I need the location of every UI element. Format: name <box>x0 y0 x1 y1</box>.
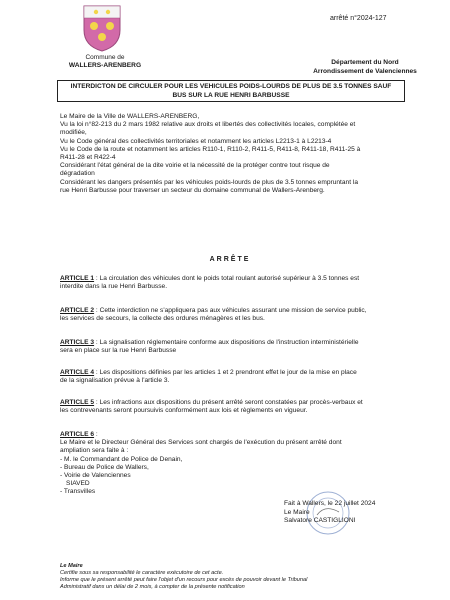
article-text: les contrevenants seront poursuivis conformément aux lois et règlements en vigueur. <box>60 407 308 415</box>
department-block <box>300 58 430 76</box>
article-text: : Les dispositions définies par les articles 1 et 2 prendront effet le jour de la mise en place <box>94 369 357 376</box>
preamble-line: dégradation <box>60 170 95 178</box>
article-3 <box>60 339 400 355</box>
commune-name: WALLERS-ARENBERG <box>68 62 142 69</box>
commune-block <box>60 54 150 70</box>
article-text: : Cette interdiction ne s'appliquera pas aux véhicules assurant une mission de service public, <box>94 307 367 314</box>
article-label: ARTICLE 4 <box>60 369 95 376</box>
article-label: ARTICLE 1 <box>60 275 95 282</box>
recipient-item: - Bureau de Police de Wallers, <box>60 463 149 471</box>
footer-title: Le Maire <box>60 563 83 569</box>
footer-line: Informe que le présent arrêté peut faire l'objet d'un recours pour excès de pouvoir devant le Tribunal <box>60 577 308 583</box>
article-2 <box>60 307 400 323</box>
preamble-line: R411-28 et R422-4 <box>60 154 116 162</box>
signatory-name: Salvatore CASTIGLIONI <box>284 517 356 524</box>
recipient-item: - Voirie de Valenciennes <box>60 472 131 480</box>
title-line-1: INTERDICTON DE CIRCULER POUR LES VEHICULES POIDS-LOURDS DE PLUS DE 3.5 TONNES SAUF <box>70 83 392 90</box>
coat-of-arms-icon <box>82 4 122 52</box>
article-4 <box>60 369 400 385</box>
executory-footer <box>60 563 360 591</box>
article-label: ARTICLE 3 <box>60 339 95 346</box>
place-date: Fait à Wallers, le 22 juillet 2024 <box>284 500 376 507</box>
article-text: : <box>94 431 98 438</box>
recipient-item: - Transvilles <box>60 488 96 496</box>
article-label: ARTICLE 5 <box>60 399 95 406</box>
arrondissement-name: Arrondissement de Valenciennes <box>313 68 417 75</box>
article-text: les services de secours, la collecte des ordures ménagères et les bus. <box>60 315 265 323</box>
article-text: de la signalisation prévue à l'article 3. <box>60 377 170 385</box>
document-title <box>57 80 405 102</box>
title-line-2: BUS SUR LA RUE HENRI BARBUSSE <box>172 92 290 99</box>
article-text: : Les infractions aux dispositions du présent arrêté seront constatées par procès-verbaux et <box>94 399 363 406</box>
preamble-line: rue Henri Barbusse pour traverser un secteur du domaine communal de Wallers-Arenberg. <box>60 186 325 194</box>
preamble-line: Considérant l'état général de la dite voirie et la nécessité de la protéger contre tout risque de <box>60 162 330 170</box>
preamble <box>60 113 400 195</box>
recipient-item: SIAVED <box>66 480 90 488</box>
article-text: ampliation sera faite à : <box>60 447 129 455</box>
arrete-reference: arrêté n°2024-127 <box>330 15 387 22</box>
footer-line: Certifie sous sa responsabilité le caractère exécutoire de cet acte. <box>60 570 224 576</box>
article-5 <box>60 399 400 415</box>
article-text: : La circulation des véhicules dont le poids total roulant autorisé supérieur à 3.5 tonnes est <box>94 275 360 282</box>
preamble-line: Le Maire de la Ville de WALLERS-ARENBERG, <box>60 113 200 120</box>
article-1 <box>60 275 400 291</box>
article-label: ARTICLE 2 <box>60 307 95 314</box>
article-label: ARTICLE 6 <box>60 431 95 438</box>
preamble-line: Vu le Code général des collectivités territoriales et notamment les articles L2213-1 à L2213-4 <box>60 137 332 145</box>
article-text: interdite dans la rue Henri Barbusse. <box>60 283 168 291</box>
article-6 <box>60 431 400 497</box>
article-text: sera en place sur la rue Henri Barbusse <box>60 347 177 355</box>
footer-line: Administratif dans un délai de 2 mois, à compter de la présente notification <box>60 584 245 590</box>
commune-label: Commune de <box>85 54 125 61</box>
preamble-line: modifiée, <box>60 129 87 137</box>
preamble-line: Vu la loi n°82-213 du 2 mars 1982 relative aux droits et libertés des collectivités locales, complétée et <box>60 121 356 129</box>
recipient-item: - M. le Commandant de Police de Denain, <box>60 455 183 463</box>
signatory-role: Le Maire <box>284 508 310 516</box>
article-text: Le Maire et le Directeur Général des Services sont chargés de l'exécution du présent arrêté dont <box>60 439 342 447</box>
article-text: : La signalisation réglementaire conforme aux dispositions de l'instruction interministérielle <box>94 339 359 346</box>
signature-block <box>284 500 375 526</box>
arrete-heading: ARRÊTE <box>209 256 251 263</box>
preamble-line: Vu le Code de la route et notamment les articles R110-1, R110-2, R411-5, R411-8, R411-18, R411-25 à <box>60 145 361 153</box>
preamble-line: Considérant les dangers présentés par les véhicules poids-lourds de plus de 3.5 tonnes empruntant la <box>60 178 358 186</box>
department-name: Département du Nord <box>331 59 399 66</box>
